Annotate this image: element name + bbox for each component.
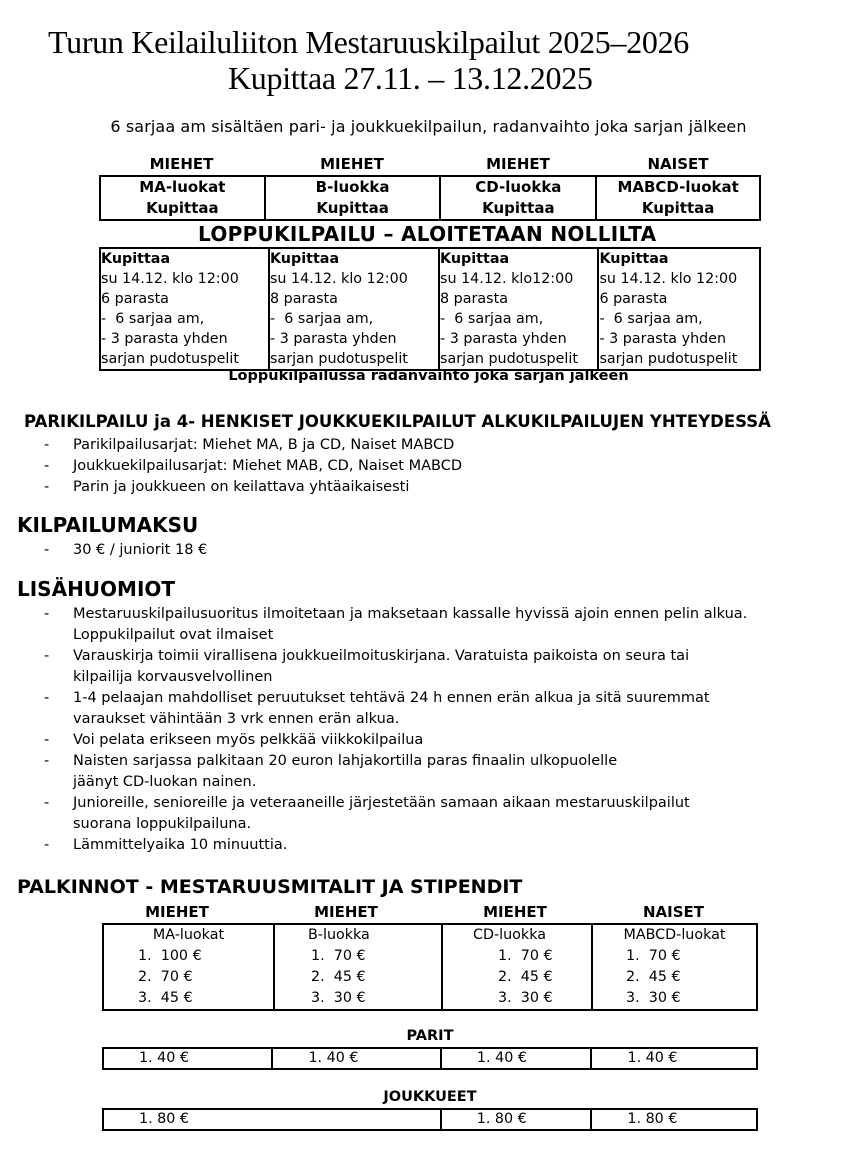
advance-count: 6 parasta [101, 291, 169, 307]
format-line: - 3 parasta yhden [101, 331, 228, 347]
qualifying-table [99, 175, 761, 221]
document-title: Turun Keilailuliiton Mestaruuskilpailut 2025–2026 [48, 24, 689, 60]
final-cell [598, 248, 760, 370]
advance-count: 8 parasta [440, 291, 508, 307]
prize-1: 1. 70 € [311, 948, 366, 964]
pairs-teams-heading: PARIKILPAILU ja 4- HENKISET JOUKKUEKILPAILUT ALKUKILPAILUJEN YHTEYDESSÄ [24, 412, 771, 431]
final-cell [269, 248, 439, 370]
teams-prize-cell: 1. 80 € [103, 1109, 441, 1130]
group-label: MIEHET [149, 155, 214, 173]
prize-cell [442, 924, 592, 1010]
pairs-prizes-table [102, 1047, 758, 1070]
format-line: - 6 sarjaa am, [101, 311, 205, 327]
prize-1: 1. 70 € [498, 948, 553, 964]
prize-2: 2. 45 € [498, 969, 553, 985]
venue: Kupittaa [101, 251, 171, 267]
final-cell [439, 248, 598, 370]
final-time: su 14.12. klo 12:00 [599, 271, 738, 287]
teams-prize-cell: 1. 80 € [591, 1109, 757, 1130]
bullet-dash: - [44, 690, 50, 706]
format-line: - 6 sarjaa am, [269, 311, 374, 327]
qualifying-cell [596, 176, 760, 220]
prize-cell [592, 924, 757, 1010]
intro-text: 6 sarjaa am sisältäen pari- ja joukkuekilpailun, radanvaihto joka sarjan jälkeen [110, 117, 747, 136]
pairs-prize-cell: 1. 40 € [272, 1048, 440, 1069]
list-item: - Joukkuekilpailusarjat: Miehet MAB, CD, Naiset MABCD [44, 456, 462, 477]
class-name: MABCD-luokat [623, 927, 726, 943]
group-label: MIEHET [314, 903, 378, 921]
prize-2: 2. 70 € [138, 969, 193, 985]
bullet-dash: - [44, 753, 50, 769]
prizes-column-groups [102, 903, 757, 921]
class-name: B-luokka [315, 178, 390, 196]
venue: Kupittaa [641, 199, 715, 217]
group-label: MIEHET [486, 155, 550, 173]
qualifying-cell [100, 176, 265, 220]
prize-2: 2. 45 € [626, 969, 681, 985]
bullet-dash: - [44, 837, 50, 853]
pairs-prize-cell: 1. 40 € [441, 1048, 592, 1069]
group-label: NAISET [642, 903, 705, 921]
class-name: B-luokka [308, 927, 370, 943]
group-label: MIEHET [320, 155, 384, 173]
qualifying-cell [440, 176, 596, 220]
bullet-dash: - [44, 542, 50, 558]
list-item: - Mestaruuskilpailusuoritus ilmoitetaan ja maksetaan kassalle hyvissä ajoin ennen pelin alkua. Loppukilpailut ovat ilmaiset [44, 606, 748, 643]
pairs-label: PARIT [406, 1028, 454, 1044]
venue: Kupittaa [146, 199, 219, 217]
format-line: sarjan pudotuspelit [101, 351, 239, 367]
prize-3: 3. 30 € [311, 990, 366, 1006]
format-line: - 3 parasta yhden [599, 331, 727, 347]
group-label: MIEHET [483, 903, 547, 921]
group-label: NAISET [647, 155, 709, 173]
prizes-table [102, 923, 758, 1011]
list-item: - Voi pelata erikseen myös pelkkää viikkokilpailua [44, 730, 747, 751]
final-caption: Loppukilpailussa radanvaihto joka sarjan jälkeen [228, 368, 629, 384]
advance-count: 8 parasta [269, 291, 338, 307]
fee-list [44, 540, 207, 561]
format-line: - 3 parasta yhden [269, 331, 397, 347]
bullet-dash: - [44, 437, 50, 453]
bullet-dash: - [44, 732, 50, 748]
final-heading: LOPPUKILPAILU – ALOITETAAN NOLLILTA [198, 222, 657, 246]
prize-3: 3. 45 € [138, 990, 193, 1006]
list-item: - Parin ja joukkueen on keilattava yhtäaikaisesti [44, 477, 462, 498]
format-line: sarjan pudotuspelit [440, 351, 578, 367]
list-item: - 1-4 pelaajan mahdolliset peruutukset tehtävä 24 h ennen erän alkua ja sitä suuremmat varaukset vähintään 3 vrk ennen erän alkua. [44, 690, 710, 727]
pairs-teams-list [44, 435, 462, 498]
qualifying-cell [265, 176, 441, 220]
list-item: - Parikilpailusarjat: Miehet MA, B ja CD, Naiset MABCD [44, 435, 462, 456]
format-line: - 6 sarjaa am, [440, 311, 544, 327]
venue: Kupittaa [440, 251, 510, 267]
class-name: CD-luokka [475, 178, 562, 196]
class-name: CD-luokka [473, 927, 546, 943]
pairs-prize-cell: 1. 40 € [103, 1048, 272, 1069]
bullet-dash: - [44, 795, 50, 811]
prize-1: 1. 70 € [626, 948, 681, 964]
prizes-heading: PALKINNOT - MESTARUUSMITALIT JA STIPENDIT [17, 876, 523, 898]
bullet-dash: - [44, 606, 50, 622]
notes-heading: LISÄHUOMIOT [17, 577, 176, 601]
venue: Kupittaa [482, 199, 555, 217]
pairs-prize-cell: 1. 40 € [591, 1048, 757, 1069]
list-item: - 30 € / juniorit 18 € [44, 540, 207, 561]
venue: Kupittaa [599, 251, 669, 267]
list-item: - Naisten sarjassa palkitaan 20 euron lahjakortilla paras finaalin ulkopuolelle jäänyt CD-luokan nainen. [44, 753, 618, 790]
list-item: - Varauskirja toimii virallisena joukkueilmoituskirjana. Varatuista paikoista on seura tai kilpailija korvausvelvollinen [44, 648, 690, 685]
class-name: MA-luokat [152, 927, 225, 943]
final-time: su 14.12. klo12:00 [440, 271, 574, 287]
format-line: - 6 sarjaa am, [599, 311, 703, 327]
format-line: sarjan pudotuspelit [599, 351, 738, 367]
teams-label: JOUKKUEET [383, 1089, 477, 1105]
venue: Kupittaa [316, 199, 389, 217]
list-item: - Junioreille, senioreille ja veteraaneille järjestetään samaan aikaan mestaruuskilpailut suorana loppukilpailuna. [44, 795, 690, 832]
final-cell [100, 248, 269, 370]
bullet-dash: - [44, 479, 50, 495]
prize-1: 1. 100 € [138, 948, 202, 964]
format-line: - 3 parasta yhden [440, 331, 567, 347]
fee-heading: KILPAILUMAKSU [17, 513, 199, 537]
list-item: - Lämmittelyaika 10 minuuttia. [44, 835, 747, 856]
prize-3: 3. 30 € [626, 990, 681, 1006]
teams-prizes-table [102, 1108, 758, 1131]
format-line: sarjan pudotuspelit [269, 351, 408, 367]
prize-cell [274, 924, 442, 1010]
place-and-dates: Kupittaa 27.11. – 13.12.2025 [228, 60, 593, 96]
class-name: MABCD-luokat [617, 178, 739, 196]
prize-cell [103, 924, 274, 1010]
final-table [99, 247, 761, 371]
prize-3: 3. 30 € [498, 990, 553, 1006]
prize-2: 2. 45 € [311, 969, 366, 985]
venue: Kupittaa [269, 251, 340, 267]
qualifying-column-groups [99, 155, 760, 173]
final-time: su 14.12. klo 12:00 [101, 271, 239, 287]
final-time: su 14.12. klo 12:00 [269, 271, 408, 287]
advance-count: 6 parasta [599, 291, 668, 307]
teams-prize-cell: 1. 80 € [441, 1109, 592, 1130]
bullet-dash: - [44, 648, 50, 664]
notes-list [44, 604, 747, 856]
class-name: MA-luokat [139, 178, 226, 196]
group-label: MIEHET [145, 903, 209, 921]
bullet-dash: - [44, 458, 50, 474]
